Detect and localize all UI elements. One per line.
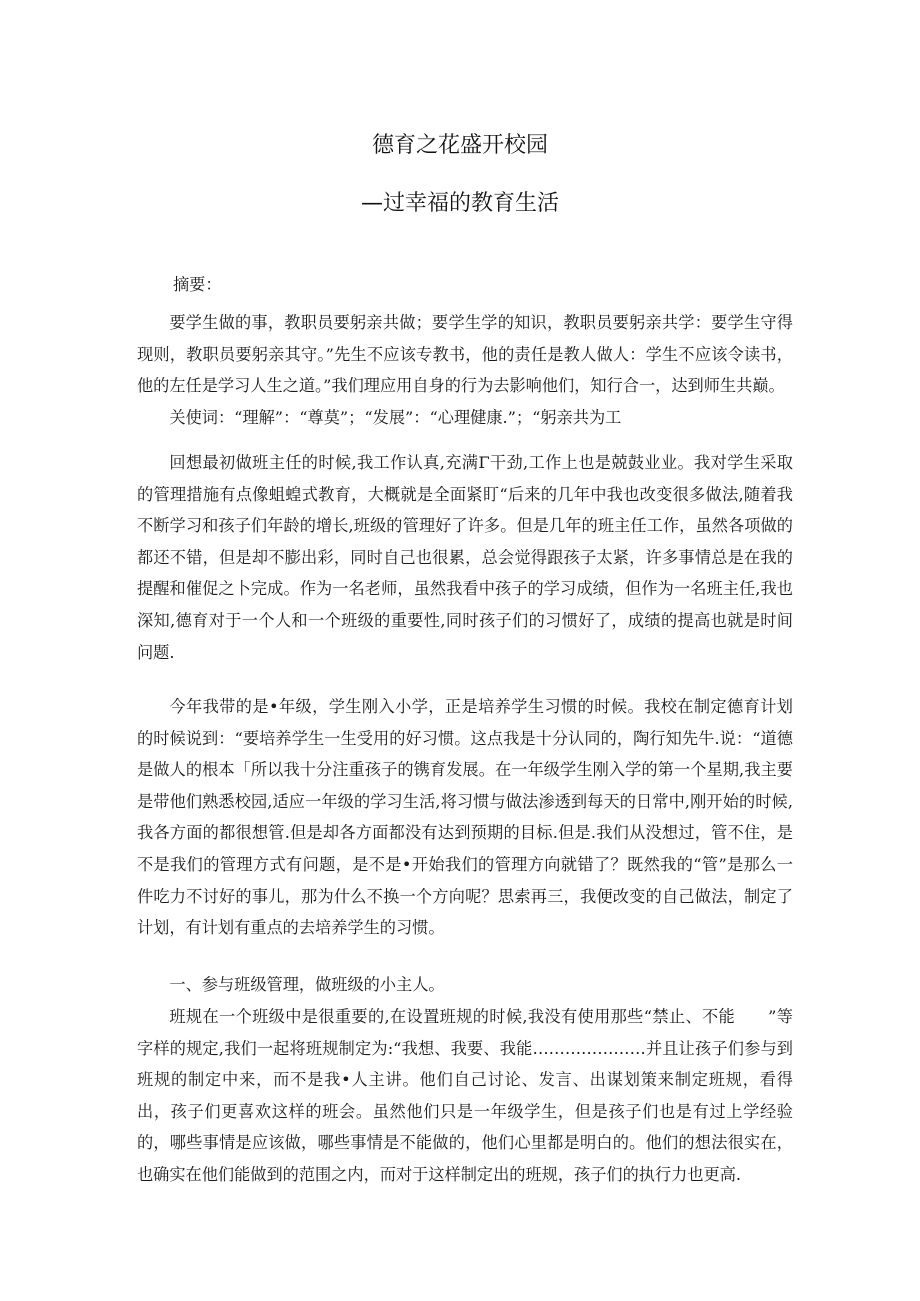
abstract-paragraph [137,307,793,433]
paragraph-1 [137,447,793,668]
abstract-label: 摘要： [173,275,222,294]
paragraph-3-text: 班规在一个班级中是很重要的,在设置班规的时候,我没有使用那些“禁止、不能 ”等字样的规定,我们一起将班规制定为:“我想、我要、我能…………………并且让孩子们参与到班规的制定中来，而不是我•人主讲。他们自己讨论、发言、出谋划策来制定班规，看得出，孩子们更喜欢这样的班会。虽然他们只是一年级学生，但是孩子们也是有过上学经验的，哪些事情是应该做，哪些事情是不能做的，他们心里都是明白的。他们的想法很实在，也确实在他们能做到的范围之内，而对于这样制定出的班规，孩子们的执行力也更高. [137,1007,793,1184]
paragraph-1-text: 回想最初做班主任的时候,我工作认真,充满Γ干劲,工作上也是兢鼓业业。我对学生采取的管理措施有点像蛆蝗式教育，大概就是全面紧盯“后来的几年中我也改变很多做法,随着我不断学习和孩子们年龄的增长,班级的管理好了许多。但是几年的班主任工作，虽然各项做的都还不错，但是却不膨出彩，同时自己也很累，总会觉得跟孩子太紧，许多事情总是在我的提醒和催促之卜完成。作为一名老师，虽然我看中孩子的学习成绩，但作为一名班主任,我也深知,德育对于一个人和一个班级的重要性,同时孩子们的习惯好了，成绩的提高也就是时间问题. [137,453,793,662]
document-title: 德育之花盛开校园 [371,133,548,158]
keywords-text: 关使词：“理解”：“尊莫”；“发展”：“心理健康.”；“躬亲共为工 [169,407,622,427]
paragraph-2-text: 今年我带的是•年级，学生刚入小学，正是培养学生习惯的时候。我校在制定德育计划的时候说到：“要培养学生一生受用的好习惯。这点我是十分认同的，陶行知先牛.说：“道德是做人的根本「所以我十分注重孩子的镌育发展。在一年级学生刚入学的第一个星期,我主要是带他们熟悉校园,适应一年级的学习生活,将习惯与做法渗透到每天的日常中,刚开始的时候,我各方面的都很想管.但是却各方面都没有达到预期的目标.但是.我们从没想过，管不住，是不是我们的管理方式有问题，是不是•开始我们的管理方向就错了？既然我的“管”是那么一件吃力不讨好的事儿，那为什么不换一个方向呢？思索再三，我便改变的自己做法，制定了计划，有计划有重点的去培养学生的习惯。 [137,697,793,938]
section-1-heading-text: 一、参与班级管理，做班级的小主人。 [169,975,445,994]
paragraph-3 [137,1001,793,1191]
abstract-text: 要学生做的事，教职员要躬亲共做；要学生学的知识，教职员要躬亲共学：要学生守得现则，教职员要躬亲其守。”先生不应该专教书，他的责任是教人做人：学生不应该令读书，他的左任是学习人生之道。”我们理应用自身的行为去影响他们，知行合一，达到师生共巅。 [137,313,793,396]
paragraph-2 [137,691,793,944]
document-subtitle: —过幸福的教育生活 [360,191,559,216]
section-1-heading [137,969,793,1001]
